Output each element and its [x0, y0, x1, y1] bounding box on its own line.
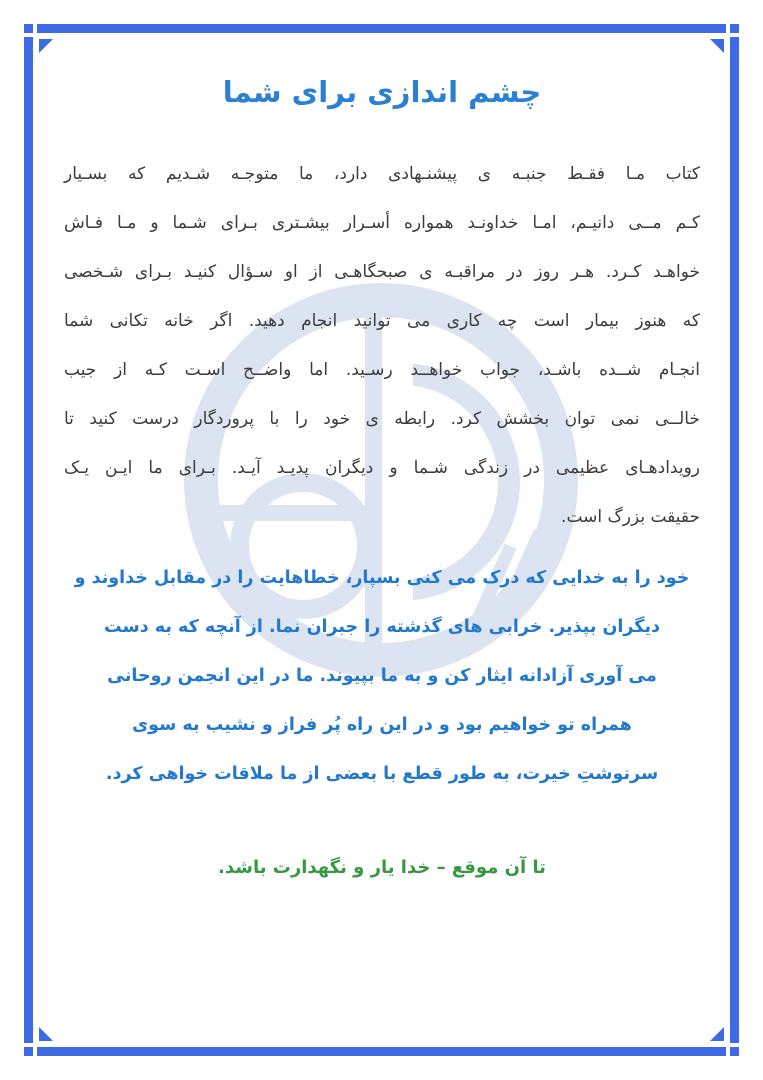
quote-paragraph: [64, 554, 700, 799]
frame-bar-bottom: [37, 1047, 726, 1056]
frame-corner-square-top-right: [730, 24, 739, 33]
frame-triangle-top-right: [710, 39, 724, 53]
quote-text-line: دیگران بپذیر. خرابی های گذشته را جبران نما. از آنچه که به دست: [103, 617, 661, 637]
body-paragraph: [64, 150, 700, 542]
body-text-line: رویدادهـای عظیمی در زندگی شـما و دیگران پدیـد آیـد. بـرای ما ایـن یـک: [64, 458, 700, 478]
frame-corner-square-bottom-right: [730, 1047, 739, 1056]
body-text-line: کتاب مـا فقـط جنبـه ی پیشنـهادی دارد، ما متوجـه شـدیم که بسـیار: [64, 164, 700, 184]
body-text-line: انجـام شــده باشـد، جواب خواهــد رسـید. اما واضــح اسـت کـه از جیب: [64, 360, 700, 380]
frame-corner-square-top-left: [24, 24, 33, 33]
frame-triangle-top-left: [39, 39, 53, 53]
body-text-line: خالــی نمی توان بخشش کرد. رابطه ی خود را با پروردگار درست کنید تا: [64, 409, 700, 429]
frame-bar-right: [730, 37, 739, 1043]
frame-corner-square-bottom-left: [24, 1047, 33, 1056]
body-text-line: کـم مــی دانیـم، امـا خداونـد همواره أسـرار بیشـتری بـرای شـما و مـا فـاش: [64, 213, 700, 233]
quote-text-line: می آوری آزادانه ایثار کن و به ما بپیوند. ما در این انجمن روحانی: [107, 666, 657, 686]
closing-farewell-line: تا آن موقع – خدا یار و نگهدارت باشد.: [218, 857, 546, 878]
frame-triangle-bottom-right: [710, 1027, 724, 1041]
frame-bar-top: [37, 24, 726, 33]
page-content: [64, 70, 700, 881]
page-title: چشم اندازی برای شما: [222, 75, 542, 109]
body-text-line: حقیقت بزرگ است.: [561, 507, 700, 527]
quote-text-line: همراه تو خواهیم بود و در این راه پُر فراز و نشیب به سوی: [132, 715, 632, 735]
frame-bar-left: [24, 37, 33, 1043]
body-text-line: خواهـد کـرد. هـر روز در مراقبـه ی صبحگاهـی از او سـؤال کنیـد بـرای شـخصی: [64, 262, 700, 282]
body-text-line: که هنوز بیمار است چه کاری می توانید انجام دهید. اگر خانه تکانی شما: [64, 311, 700, 331]
quote-text-line: خود را به خدایی که درک می کنی بسپار، خطاهایت را در مقابل خداوند و: [74, 568, 690, 588]
quote-text-line: سرنوشتِ خیرت، به طور قطع با بعضی از ما ملاقات خواهی کرد.: [105, 764, 659, 784]
frame-triangle-bottom-left: [39, 1027, 53, 1041]
